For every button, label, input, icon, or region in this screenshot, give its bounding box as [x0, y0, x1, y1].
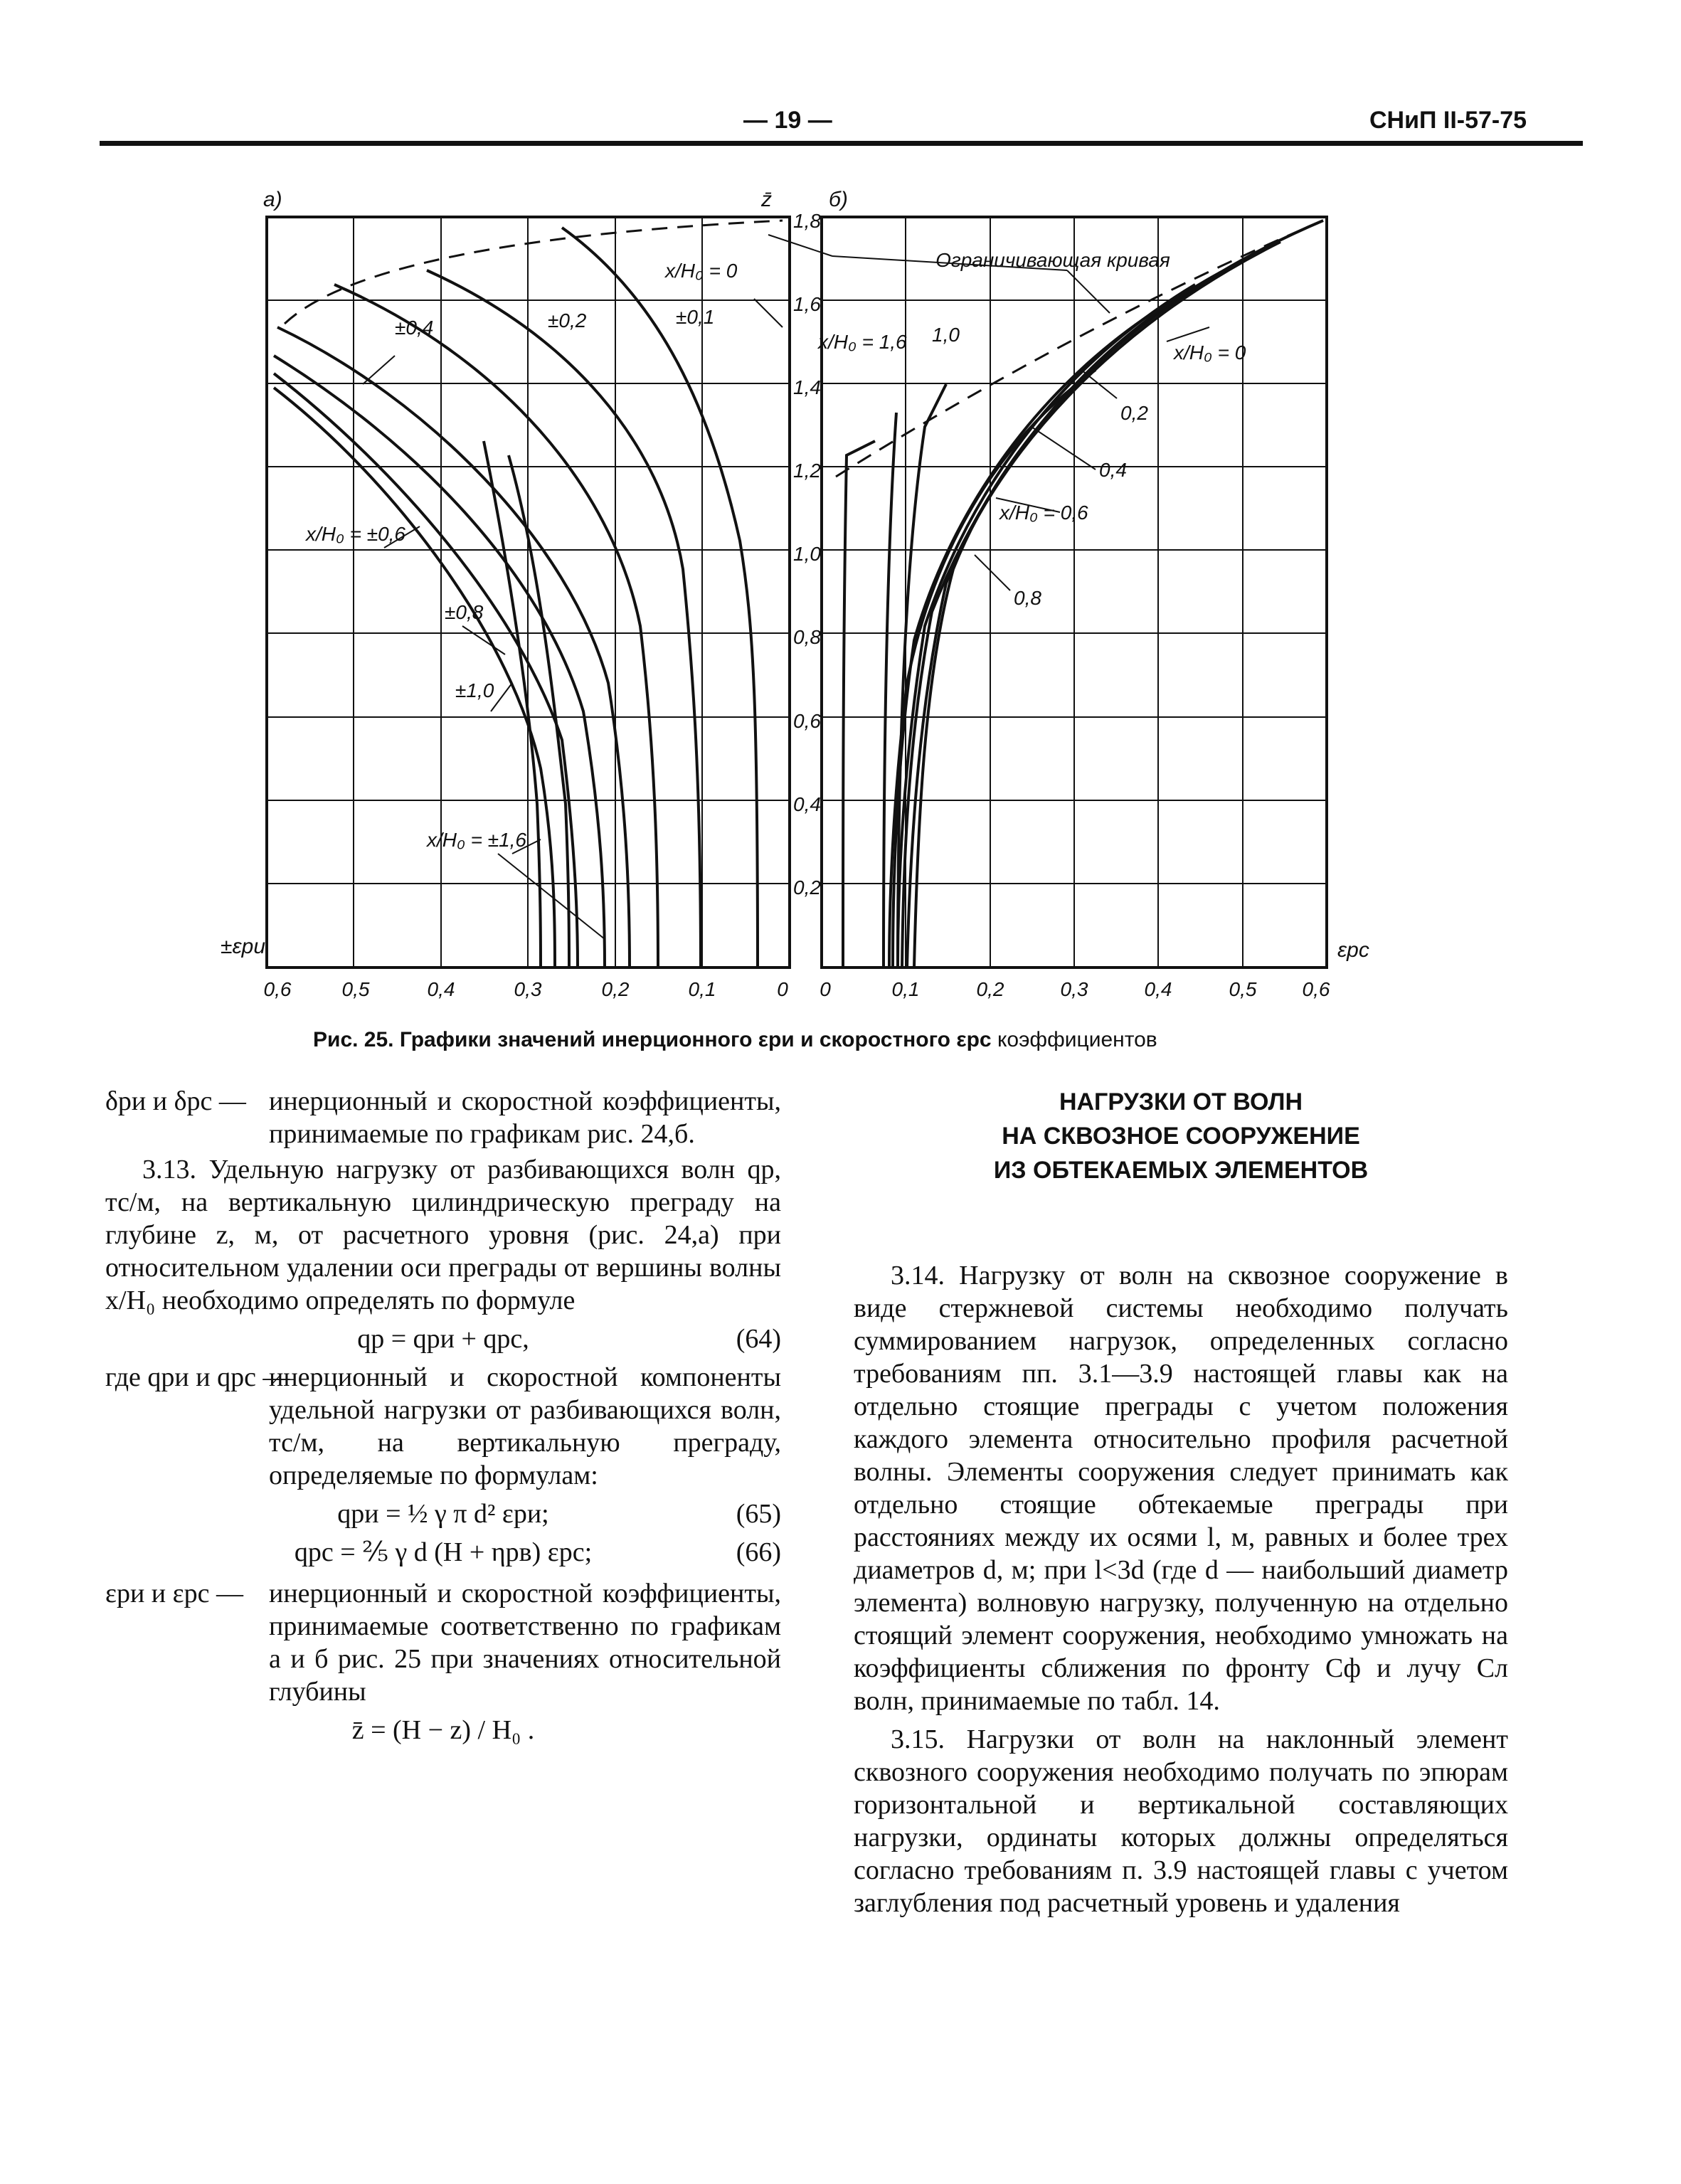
formula-65-text: qри = ½ γ π d² εри;	[337, 1499, 549, 1529]
section-heading	[896, 1085, 1465, 1187]
x-tick: 0,4	[1144, 978, 1172, 1000]
x-tick: 0,1	[891, 978, 920, 1000]
heading-line-3: ИЗ ОБТЕКАЕМЫХ ЭЛЕМЕНТОВ	[993, 1157, 1369, 1184]
curve-label: x/H₀ = 0	[1174, 341, 1246, 364]
where-definition	[105, 1361, 781, 1492]
z-axis-label: z̄	[761, 188, 772, 211]
z-tick: 1,2	[793, 460, 821, 482]
curve-label: x/H₀ = 1,6	[818, 331, 907, 353]
figure-caption	[313, 1028, 1157, 1052]
curve-label: 0,4	[1099, 459, 1127, 481]
curve-label: x/H₀ = ±1,6	[427, 829, 526, 851]
x-tick: 0,1	[688, 978, 716, 1000]
x-tick: 0	[777, 978, 788, 1000]
eps-definition	[105, 1577, 781, 1708]
curve-label: ±1,0	[455, 679, 494, 701]
x-tick: 0,2	[976, 978, 1004, 1000]
x-tick: 0,4	[427, 978, 455, 1000]
left-x-ticks	[264, 978, 789, 1000]
curve-label: x/H₀ = 0,6	[999, 502, 1088, 524]
left-axis-label: ±εри	[221, 935, 266, 958]
curve-label: ±0,8	[445, 601, 484, 623]
z-tick: 1,8	[793, 210, 821, 232]
formula-z-text: z̄ = (H − z) / H₀ .	[351, 1715, 535, 1745]
z-ticks	[793, 210, 821, 898]
z-tick: 0,6	[793, 710, 821, 732]
curve-label: ±0,2	[548, 309, 587, 332]
paragraph-3-14: 3.14. Нагрузку от волн на сквозное сооружение в виде стержневой системы необходимо получать суммированием нагрузок, определенных согласно требованиям пп. 3.1—3.9 настоящей главы как на отдельно стоящие преграды с учетом положения каждого элемента относительно профиля расчетной волны. Элементы сооружения следует принимать как отдельно стоящие обтекаемые преграды при расстояниях между их осями l, м, равных и более трех диаметров d, м; при l<3d (где d — наибольший диаметр элемента) волновую нагрузку, полученную на отдельно стоящий элемент сооружения, необходимо умножать на коэффициенты сближения по фронту Cф и лучу Cл волн, принимаемые по табл. 14.	[854, 1261, 1508, 1716]
z-tick: 1,0	[793, 543, 821, 565]
caption-eps-rs: εрс	[956, 1028, 992, 1051]
curve-label: ±0,4	[395, 317, 434, 339]
z-tick: 0,2	[793, 876, 821, 898]
delta-label: δри и δрс —	[105, 1086, 246, 1116]
panel-a-curves	[274, 228, 758, 968]
z-tick: 1,6	[793, 293, 821, 315]
x-tick: 0,5	[1229, 978, 1257, 1000]
curve-label: x/H₀ = 0	[665, 260, 738, 282]
caption-suffix: коэффициентов	[997, 1028, 1157, 1051]
right-x-ticks	[820, 978, 1330, 1000]
delta-definition	[105, 1085, 781, 1150]
x-tick: 0,5	[341, 978, 370, 1000]
z-tick: 1,4	[793, 376, 821, 398]
right-column	[854, 1259, 1508, 1919]
right-axis-label: εрс	[1337, 938, 1369, 962]
figure-25	[0, 0, 1681, 1024]
x-tick: 0,6	[1302, 978, 1330, 1000]
x-tick: 0,3	[1060, 978, 1088, 1000]
caption-eps-ri: εри	[758, 1028, 795, 1051]
curve-label: 1,0	[932, 324, 960, 346]
panel-a-label: а)	[263, 188, 282, 211]
formula-66	[105, 1536, 781, 1569]
formula-65	[105, 1497, 781, 1530]
curve-label: ±0,1	[676, 306, 715, 328]
x-tick: 0,3	[514, 978, 542, 1000]
caption-mid: и скоростного	[800, 1028, 951, 1051]
formula-64-number: (64)	[736, 1324, 781, 1354]
caption-prefix: Рис. 25. Графики значений инерционного	[313, 1028, 753, 1051]
formula-64-text: qр = qри + qрс,	[357, 1324, 529, 1354]
z-tick: 0,4	[793, 793, 821, 815]
formula-66-number: (66)	[736, 1537, 781, 1567]
left-column	[105, 1085, 781, 1752]
heading-line-2: НА СКВОЗНОЕ СООРУЖЕНИЕ	[1002, 1123, 1360, 1150]
left-curve-labels	[304, 260, 738, 851]
document-code: СНиП II-57-75	[1369, 107, 1527, 134]
paragraph-3-15: 3.15. Нагрузки от волн на наклонный элемент сквозного сооружения необходимо получать по эпюрам горизонтальной и вертикальной составляющих нагрузки, ординаты которых должны определяться согласно требованиям п. 3.9 настоящей главы с учетом заглубления под расчетный уровень и удаления	[854, 1724, 1508, 1918]
page-number: — 19 —	[743, 107, 832, 134]
delta-text: инерционный и скоростной коэффициенты, принимаемые по графикам рис. 24,б.	[269, 1086, 781, 1149]
paragraph-3-13: 3.13. Удельную нагрузку от разбивающихся волн qр, тс/м, на вертикальную цилиндрическую преграду на глубине z, м, от расчетного уровня (рис. 24,а) при относительном удалении оси преграды от вершины волны x/H₀ необходимо определять по формуле	[105, 1155, 781, 1315]
x-tick: 0	[820, 978, 831, 1000]
x-tick: 0,6	[263, 978, 292, 1000]
curve-label: 0,8	[1014, 587, 1041, 609]
formula-65-number: (65)	[736, 1499, 781, 1529]
eps-text: инерционный и скоростной коэффициенты, принимаемые соответственно по графикам а и б рис. 25 при значениях относительной глубины	[269, 1579, 781, 1707]
formula-z	[105, 1714, 781, 1746]
formula-64	[105, 1322, 781, 1355]
formula-66-text: qрс = ⅖ γ d (H + ηрв) εрс;	[294, 1537, 593, 1567]
panel-b-label: б)	[829, 188, 848, 211]
where-text: инерционный и скоростной компоненты удельной нагрузки от разбивающихся волн, тс/м, на вертикальную преграду, определяемые по формулам:	[269, 1362, 781, 1490]
panel-b-curves	[843, 221, 1323, 968]
curve-label: x/H₀ = ±0,6	[306, 523, 405, 545]
limit-curve-label: Ограничивающая кривая	[935, 249, 1170, 271]
eps-label: εри и εрс —	[105, 1579, 243, 1608]
z-tick: 0,8	[793, 626, 821, 648]
x-tick: 0,2	[601, 978, 630, 1000]
curve-label: 0,2	[1120, 402, 1148, 424]
heading-line-1: НАГРУЗКИ ОТ ВОЛН	[1059, 1088, 1303, 1115]
where-label: где qри и qрс —	[105, 1362, 290, 1392]
